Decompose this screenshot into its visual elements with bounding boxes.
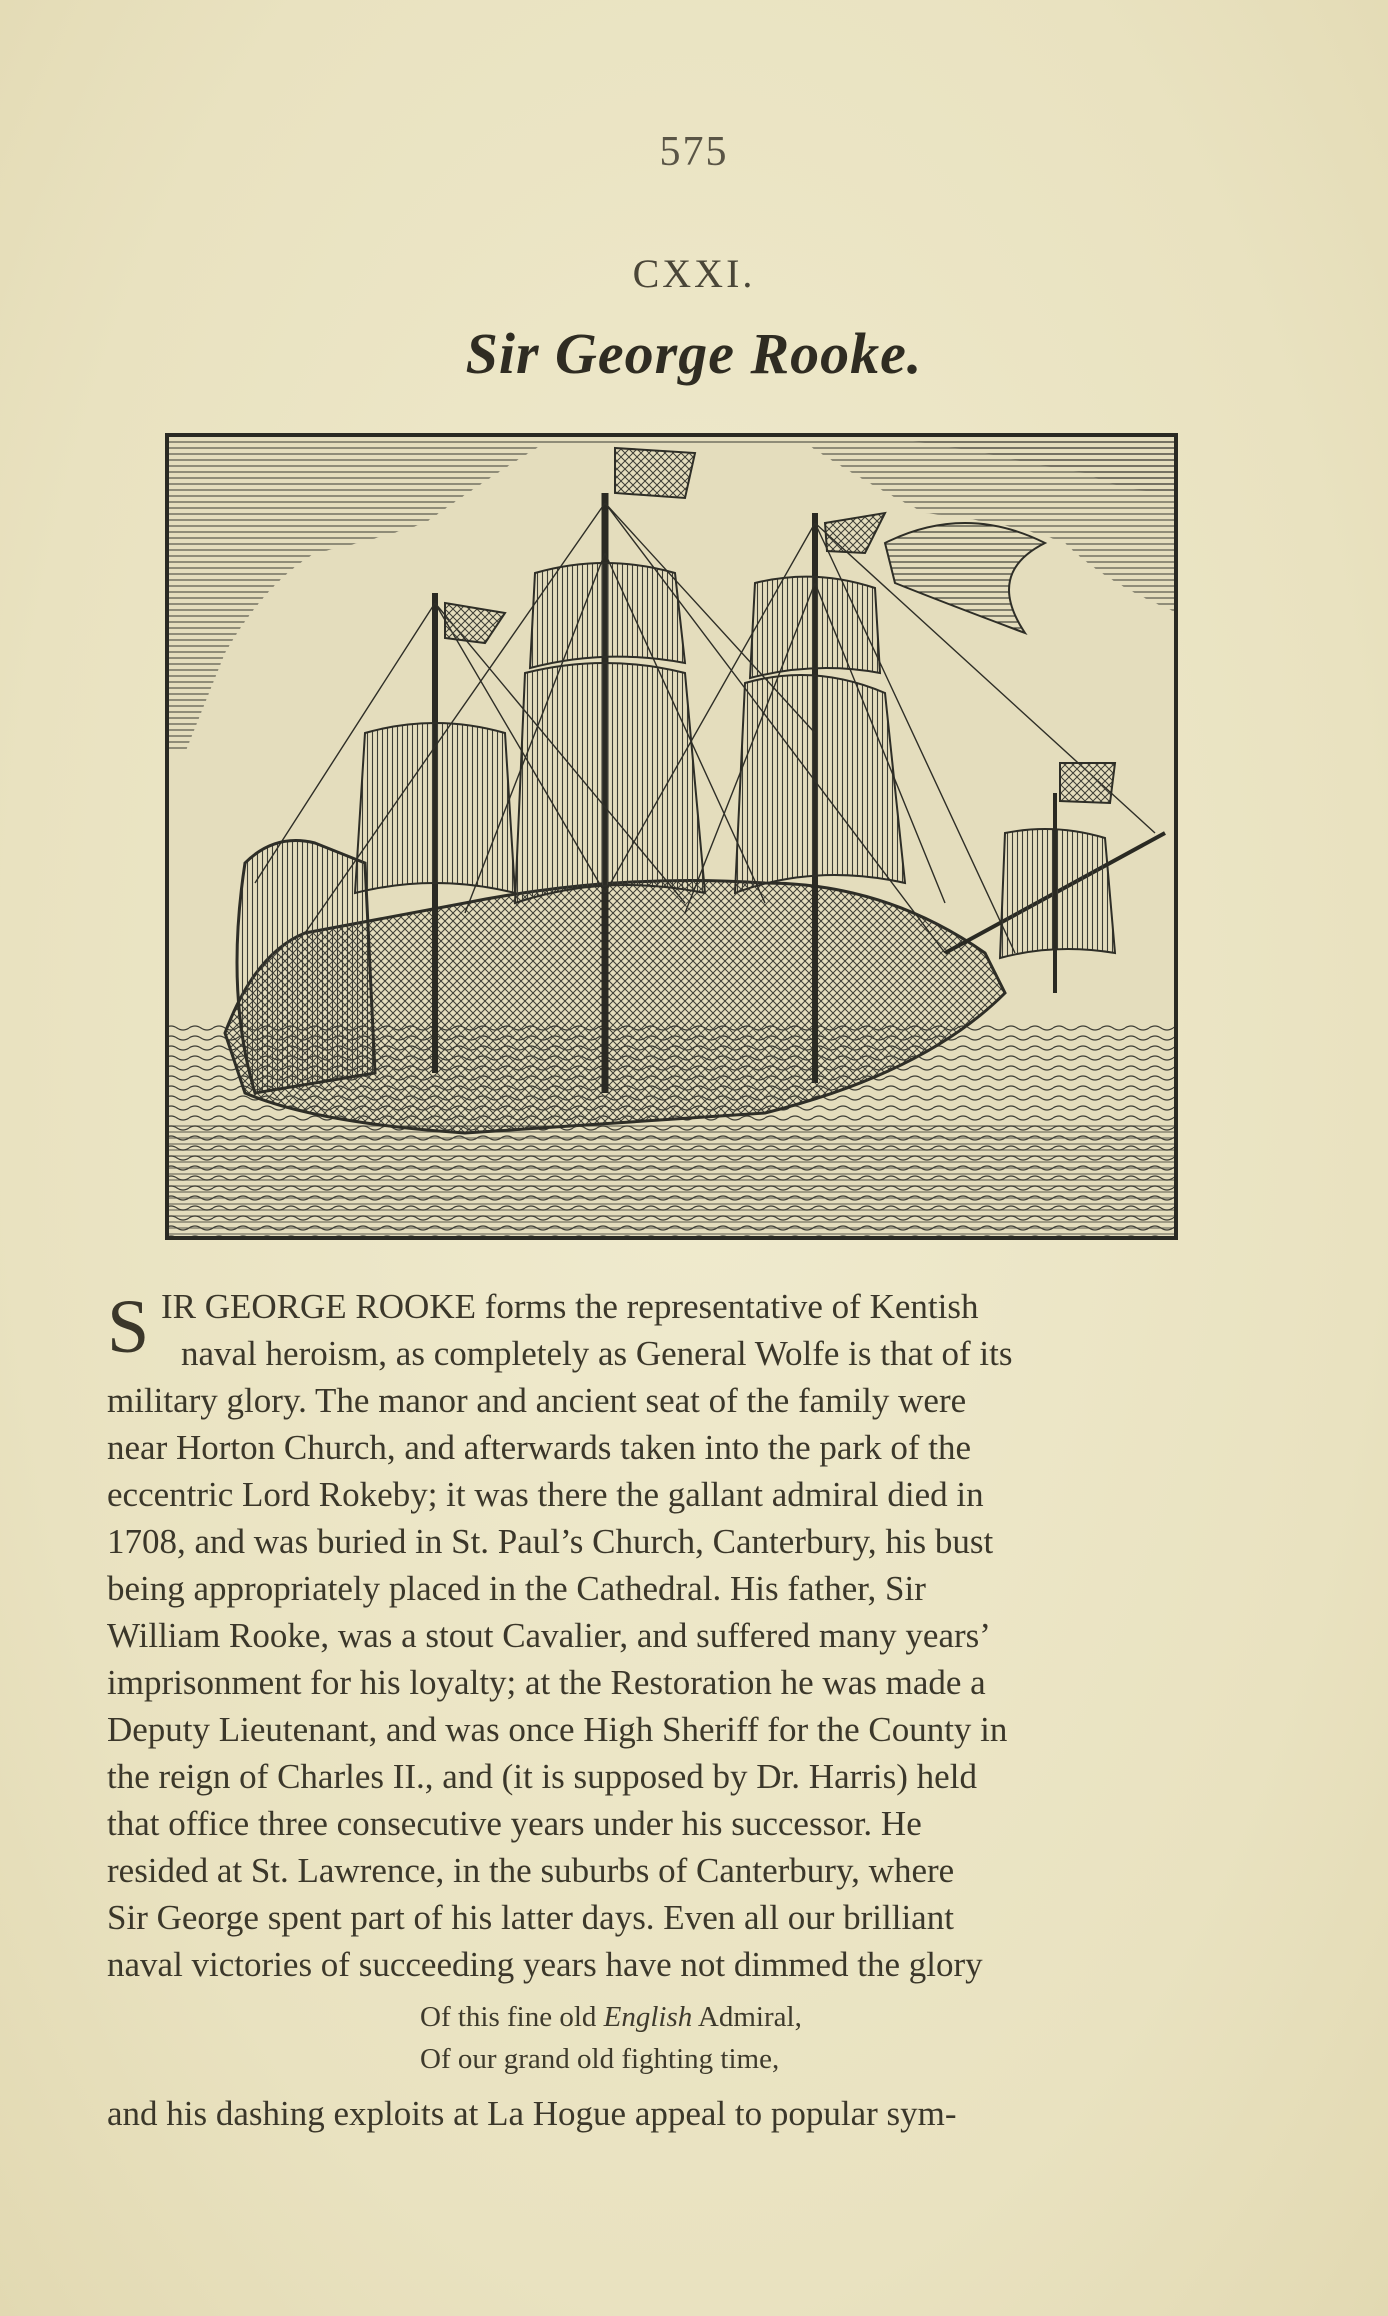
text-line: William Rooke, was a stout Cavalier, and suffered many years’ <box>107 1616 991 1655</box>
text-line: eccentric Lord Rokeby; it was there the gallant admiral died in <box>107 1475 984 1514</box>
verse-line-1-end: Admiral, <box>692 2001 802 2033</box>
verse-line-1 <box>420 1996 1120 2038</box>
text-line-last: and his dashing exploits at La Hogue appeal to popular sym- <box>107 2094 957 2133</box>
text-line: naval heroism, as completely as General Wolfe is that of its <box>181 1334 1013 1373</box>
verse-quote <box>420 1996 1120 2080</box>
text-line: imprisonment for his loyalty; at the Restoration he was made a <box>107 1663 986 1702</box>
verse-line-1-italic: English <box>603 2001 693 2033</box>
chapter-number: CXXI. <box>632 251 756 296</box>
text-line: military glory. The manor and ancient seat of the family were <box>107 1381 967 1420</box>
text-line: resided at St. Lawrence, in the suburbs of Canterbury, where <box>107 1851 955 1890</box>
text-line: 1708, and was buried in St. Paul’s Church, Canterbury, his bust <box>107 1522 994 1561</box>
body-text <box>107 1283 1237 1988</box>
verse-line-1-start: Of this fine old <box>420 2001 604 2033</box>
chapter-title: Sir George Rooke. <box>465 321 923 386</box>
ship-engraving-icon <box>165 433 1178 1240</box>
text-line: Sir George spent part of his latter days. Even all our brilliant <box>107 1898 954 1937</box>
page-number: 575 <box>659 129 729 175</box>
text-line: near Horton Church, and afterwards taken into the park of the <box>107 1428 971 1467</box>
text-line: naval victories of succeeding years have not dimmed the glory <box>107 1945 983 1984</box>
text-line: IR GEORGE ROOKE forms the representative of Kentish <box>161 1287 979 1326</box>
text-line: the reign of Charles II., and (it is supposed by Dr. Harris) held <box>107 1757 977 1796</box>
verse-line-2: Of our grand old fighting time, <box>420 2043 780 2075</box>
text-line: Deputy Lieutenant, and was once High Sheriff for the County in <box>107 1710 1008 1749</box>
text-line: being appropriately placed in the Cathedral. His father, Sir <box>107 1569 926 1608</box>
drop-cap: S <box>107 1285 150 1369</box>
text-line: that office three consecutive years under his successor. He <box>107 1804 922 1843</box>
